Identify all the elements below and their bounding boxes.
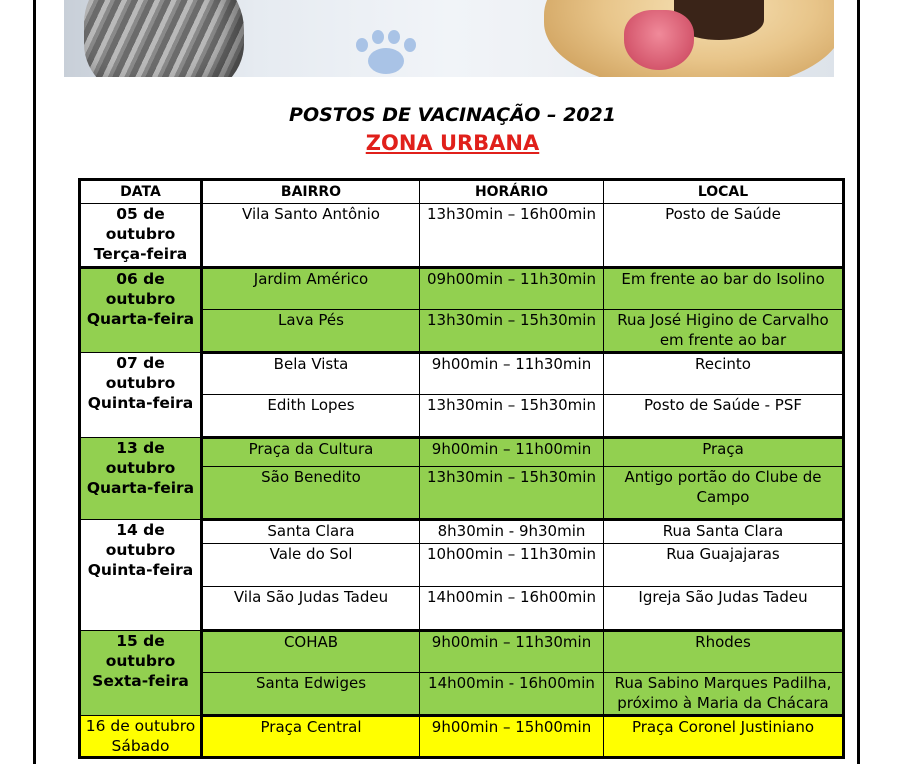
neighborhood-cell: Praça Central	[202, 716, 420, 758]
date-month: outubro	[105, 541, 176, 559]
neighborhood-cell: Vila São Judas Tadeu	[202, 587, 420, 631]
date-day: 14 de	[116, 521, 165, 539]
table-row	[80, 204, 844, 268]
neighborhood-cell: Vila Santo Antônio	[202, 204, 420, 268]
header-date: DATA	[80, 180, 202, 204]
date-cell	[80, 631, 202, 716]
date-cell	[80, 438, 202, 520]
date-day: 16 de outubro	[85, 717, 196, 735]
time-cell: 13h30min – 15h30min	[420, 310, 604, 353]
cat-photo	[84, 0, 244, 77]
location-cell: Posto de Saúde	[604, 204, 844, 268]
date-weekday: Quarta-feira	[86, 310, 195, 328]
time-cell: 8h30min - 9h30min	[420, 520, 604, 544]
date-weekday: Sábado	[111, 737, 170, 755]
location-cell: Posto de Saúde - PSF	[604, 395, 844, 438]
location-cell: Praça Coronel Justiniano	[604, 716, 844, 758]
time-cell: 14h00min - 16h00min	[420, 673, 604, 716]
date-day: 07 de	[116, 354, 165, 372]
date-month: outubro	[105, 290, 176, 308]
date-month: outubro	[105, 225, 176, 243]
time-cell: 10h00min – 11h30min	[420, 544, 604, 587]
date-month: outubro	[105, 652, 176, 670]
location-cell: Igreja São Judas Tadeu	[604, 587, 844, 631]
neighborhood-cell: COHAB	[202, 631, 420, 673]
neighborhood-cell: Santa Edwiges	[202, 673, 420, 716]
time-cell: 9h00min – 15h00min	[420, 716, 604, 758]
date-month: outubro	[105, 459, 176, 477]
time-cell: 14h00min – 16h00min	[420, 587, 604, 631]
page-title: POSTOS DE VACINAÇÃO – 2021	[289, 104, 616, 126]
table-row	[80, 268, 844, 310]
neighborhood-cell: Santa Clara	[202, 520, 420, 544]
header-location: LOCAL	[604, 180, 844, 204]
date-cell	[80, 204, 202, 268]
date-weekday: Sexta-feira	[92, 672, 189, 690]
time-cell: 09h00min – 11h30min	[420, 268, 604, 310]
location-cell: Recinto	[604, 353, 844, 395]
time-cell: 9h00min – 11h00min	[420, 438, 604, 467]
header-time: HORÁRIO	[420, 180, 604, 204]
location-cell: Antigo portão do Clube de Campo	[604, 467, 844, 520]
date-cell	[80, 520, 202, 631]
dog-tongue	[624, 10, 694, 70]
location-cell: Rua Santa Clara	[604, 520, 844, 544]
header-neighborhood: BAIRRO	[202, 180, 420, 204]
page-subtitle: ZONA URBANA	[365, 131, 540, 155]
date-weekday: Quinta-feira	[87, 394, 194, 412]
banner-image	[64, 0, 834, 77]
location-cell: Rua Guajajaras	[604, 544, 844, 587]
table-row	[80, 716, 844, 758]
neighborhood-cell: Praça da Cultura	[202, 438, 420, 467]
location-cell: Rhodes	[604, 631, 844, 673]
date-day: 05 de	[116, 205, 165, 223]
location-cell: Rua Sabino Marques Padilha, próximo à Maria da Chácara	[604, 673, 844, 716]
paw-icon	[346, 30, 426, 75]
date-cell	[80, 716, 202, 758]
location-cell: Em frente ao bar do Isolino	[604, 268, 844, 310]
location-cell: Rua José Higino de Carvalho em frente ao bar	[604, 310, 844, 353]
table-row	[80, 520, 844, 544]
neighborhood-cell: Vale do Sol	[202, 544, 420, 587]
time-cell: 13h30min – 15h30min	[420, 395, 604, 438]
time-cell: 9h00min – 11h30min	[420, 353, 604, 395]
table-row	[80, 438, 844, 467]
date-month: outubro	[105, 374, 176, 392]
neighborhood-cell: Edith Lopes	[202, 395, 420, 438]
neighborhood-cell: Bela Vista	[202, 353, 420, 395]
date-day: 13 de	[116, 439, 165, 457]
table-row	[80, 353, 844, 395]
neighborhood-cell: Jardim Américo	[202, 268, 420, 310]
neighborhood-cell: Lava Pés	[202, 310, 420, 353]
date-day: 06 de	[116, 270, 165, 288]
time-cell: 13h30min – 15h30min	[420, 467, 604, 520]
date-cell	[80, 353, 202, 438]
date-weekday: Quarta-feira	[86, 479, 195, 497]
date-day: 15 de	[116, 632, 165, 650]
date-weekday: Quinta-feira	[87, 561, 194, 579]
neighborhood-cell: São Benedito	[202, 467, 420, 520]
date-cell	[80, 268, 202, 353]
time-cell: 9h00min – 11h30min	[420, 631, 604, 673]
location-cell: Praça	[604, 438, 844, 467]
time-cell: 13h30min – 16h00min	[420, 204, 604, 268]
table-header-row	[80, 180, 844, 204]
vaccination-schedule-table	[78, 178, 845, 759]
date-weekday: Terça-feira	[93, 245, 188, 263]
table-row	[80, 631, 844, 673]
